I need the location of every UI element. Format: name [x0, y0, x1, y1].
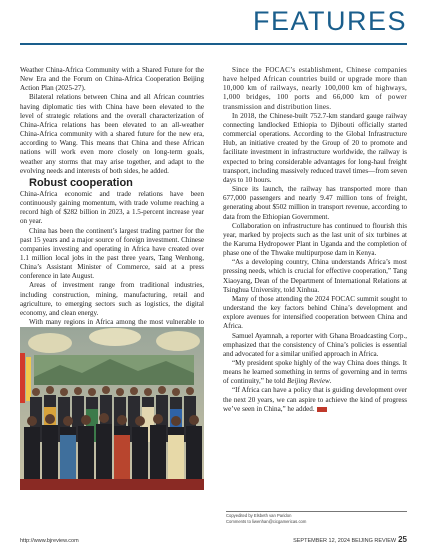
- paragraph: Weather China-Africa Community with a Shared Future for the New Era and the Forum on China-Africa Cooperation Beijing Action Plan (2025-27).: [20, 66, 204, 93]
- paragraph: Samuel Ayamnah, a reporter with Ghana Broadcasting Corp., emphasized that the consistency of China’s policies is essential and advocated for a similar unified approach in Africa.: [223, 331, 407, 358]
- quote-text: “My president spoke highly of the way China does things. It means he learned something in terms of governing and in terms of continuity,” he told: [223, 359, 407, 386]
- group-photo: [20, 327, 204, 490]
- paragraph: Since the FOCAC’s establishment, Chinese companies have helped African countries build or upgrade more than 10,000 km of railways, nearly 100,000 km of highways, 1,000 bridges, 100 ports and 66,000 km of power transmission and distribution lines.: [223, 66, 407, 111]
- end-mark-icon: [317, 407, 327, 412]
- paragraph: With many regions in Africa among the most vulnerable to: [29, 318, 204, 327]
- paragraph: China-Africa economic and trade relations have been continuously gaining momentum, with trade volume reaching a record high of $282 billion in 2023, a 1.5-percent increase year on year.: [20, 189, 204, 226]
- paragraph: Bilateral relations between China and all African countries having diplomatic ties with China have been elevated to the level of strategic relations and the overall characterization of China-Africa relations has been elevated to an all-weather China-Africa community with a shared future for the new era, according to Wang. This means that China and these African nations will work even more closely on long-term goals, weather any storms that may arise together, and adapt to the evolving needs and interests of both sides, he added.: [20, 93, 204, 175]
- quote-end: .: [329, 377, 332, 386]
- subheading: Robust cooperation: [29, 176, 133, 189]
- issue-label: SEPTEMBER 12, 2024 BEIJING REVIEW: [293, 538, 397, 544]
- comments-contact: Comments to liwenhan@cicgamericas.com: [226, 518, 307, 524]
- footer-issue: [293, 535, 407, 544]
- page-header: [0, 0, 427, 46]
- paragraph: Areas of investment range from traditional industries, including construction, mining, manufacturing, retail and agriculture, to emerging sectors such as logistics, the digital economy, and clean energy.: [20, 281, 204, 317]
- paragraph: [223, 386, 407, 413]
- paragraph: China has been the continent’s largest trading partner for the past 15 years and a major source of foreign investment. Chinese companies investing and operating in Africa have created over 1.1 million local jobs in the past three years, Tang Wenhong, China’s Assistant Minister of Commerce, said at a press conference in late August.: [20, 226, 204, 281]
- credit-rule: [226, 511, 407, 512]
- group-photo-illustration: [20, 327, 204, 490]
- paragraph: Since its launch, the railway has transported more than 677,000 passengers and nearly 9.47 million tons of freight, generating about $502 million in transport revenue, according to data from the Ethiopian Government.: [223, 185, 407, 221]
- paragraph: In 2018, the Chinese-built 752.7-km standard gauge railway connecting landlocked Ethiopia to Djibouti officially started commercial operations. According to the Global Infrastructure Hub, an initiative created by the Group of 20 to promote and facilitate investment in infrastructure worldwide, the railway is expected to bring considerable advantages for long-haul freight transport, including massively reduced travel times—from seven days to 10 hours.: [223, 111, 407, 184]
- section-title: FEATURES: [252, 6, 407, 36]
- header-rule: [20, 43, 407, 45]
- closing-quote: “If Africa can have a policy that is guiding development over the next 20 years, we can aspire to achieve the kind of progress we’ve seen in China,” he added.: [223, 386, 407, 413]
- paragraph: Collaboration on infrastructure has continued to flourish this year, marked by projects such as the last unit of six turbines at the Karuma Hydropower Plant in Uganda and the completion of phase one of the Thwake multipurpose dam in Kenya.: [223, 221, 407, 258]
- paragraph: “As a developing country, China understands Africa’s most pressing needs, which is crucial for effective cooperation,” Tang Xiaoyang, Dean of the Department of International Relations at Tsinghua University, told Xinhua.: [223, 258, 407, 294]
- paragraph: [223, 359, 407, 386]
- paragraph: Many of those attending the 2024 FOCAC summit sought to understand the key factors behind China’s development and explore avenues for intensified cooperation between China and Africa.: [223, 294, 407, 331]
- footer-url[interactable]: http://www.bjreview.com: [20, 538, 79, 544]
- copyeditor-credit: Copyedited by Elsbeth van Paridon: [226, 513, 292, 518]
- page-number: 25: [398, 535, 407, 544]
- credits: [226, 513, 410, 524]
- right-column: [223, 66, 407, 414]
- publication-name: Beijing Review: [286, 377, 330, 386]
